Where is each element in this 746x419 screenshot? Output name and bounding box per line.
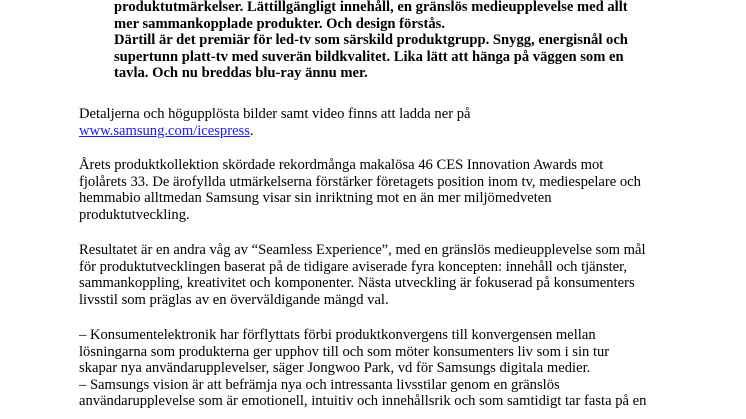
download-paragraph	[79, 106, 719, 139]
intro-bold-paragraph	[114, 0, 714, 82]
text-line: fjolårets 33. De ärofyllda utmärkelserna förstärker företagets position inom tv, mediespelare och	[79, 173, 641, 190]
text-line: hemmabio alltmedan Samsung visar sin inriktning mot en än mer miljömedveten	[79, 190, 552, 206]
text-line: för produktutvecklingen baserat på de tidigare aviserade fyra koncepten: innehåll och tjänster,	[79, 258, 628, 275]
awards-paragraph	[79, 157, 719, 223]
text-line: – Samsungs vision är att befrämja nya och intressanta livsstilar genom en gränslös	[79, 376, 560, 393]
text-line: sammankoppling, kreativitet och komponenter. Nästa utveckling är fokuserad på konsumenters	[79, 275, 635, 291]
text-line: produktutmärkelser. Lättillgängligt innehåll, en gränslös medieupplevelse med allt	[114, 0, 628, 15]
text-line: tavla. Och nu breddas blu-ray ännu mer.	[114, 65, 368, 81]
text-line: Därtill är det premiär för led-tv som särskild produktgrupp. Snygg, energisnål och	[114, 32, 628, 48]
text-line: mer sammankopplade produkter. Och design förstås.	[114, 15, 445, 32]
text-line: – Konsumentelektronik har förflyttats förbi produktkonvergens till konvergensen mellan	[79, 327, 596, 343]
text-line: produktutveckling.	[79, 206, 190, 223]
seamless-paragraph	[79, 242, 719, 308]
text-line: livsstil som präglas av en överväldigande mängd val.	[79, 291, 389, 308]
text-line: supertunn platt-tv med suverän bildkvalitet. Lika lätt att hänga på väggen som en	[114, 48, 624, 65]
press-link[interactable]: www.samsung.com/icespress	[79, 122, 250, 139]
quotes-paragraph	[79, 327, 719, 410]
text-line: Resultatet är en andra våg av “Seamless Experience”, med en gränslös medieupplevelse som mål	[79, 242, 646, 258]
text-line: Detaljerna och högupplösta bilder samt video finns att ladda ner på	[79, 106, 471, 122]
text-line: Årets produktkollektion skördade rekordmånga makalösa 46 CES Innovation Awards mot	[79, 157, 604, 173]
link-suffix: .	[249, 122, 254, 139]
text-line: användarupplevelse som är emotionell, intuitiv och innehållsrik och som samtidigt tar fasta på en	[79, 393, 647, 409]
text-line	[79, 123, 719, 140]
text-line: skapar nya användarupplevelser, säger Jongwoo Park, vd för Samsungs digitala medier.	[79, 360, 591, 376]
text-line: lösningarna som produkterna ger upphov till och som möter konsumenters liv som i sin tur	[79, 343, 610, 360]
